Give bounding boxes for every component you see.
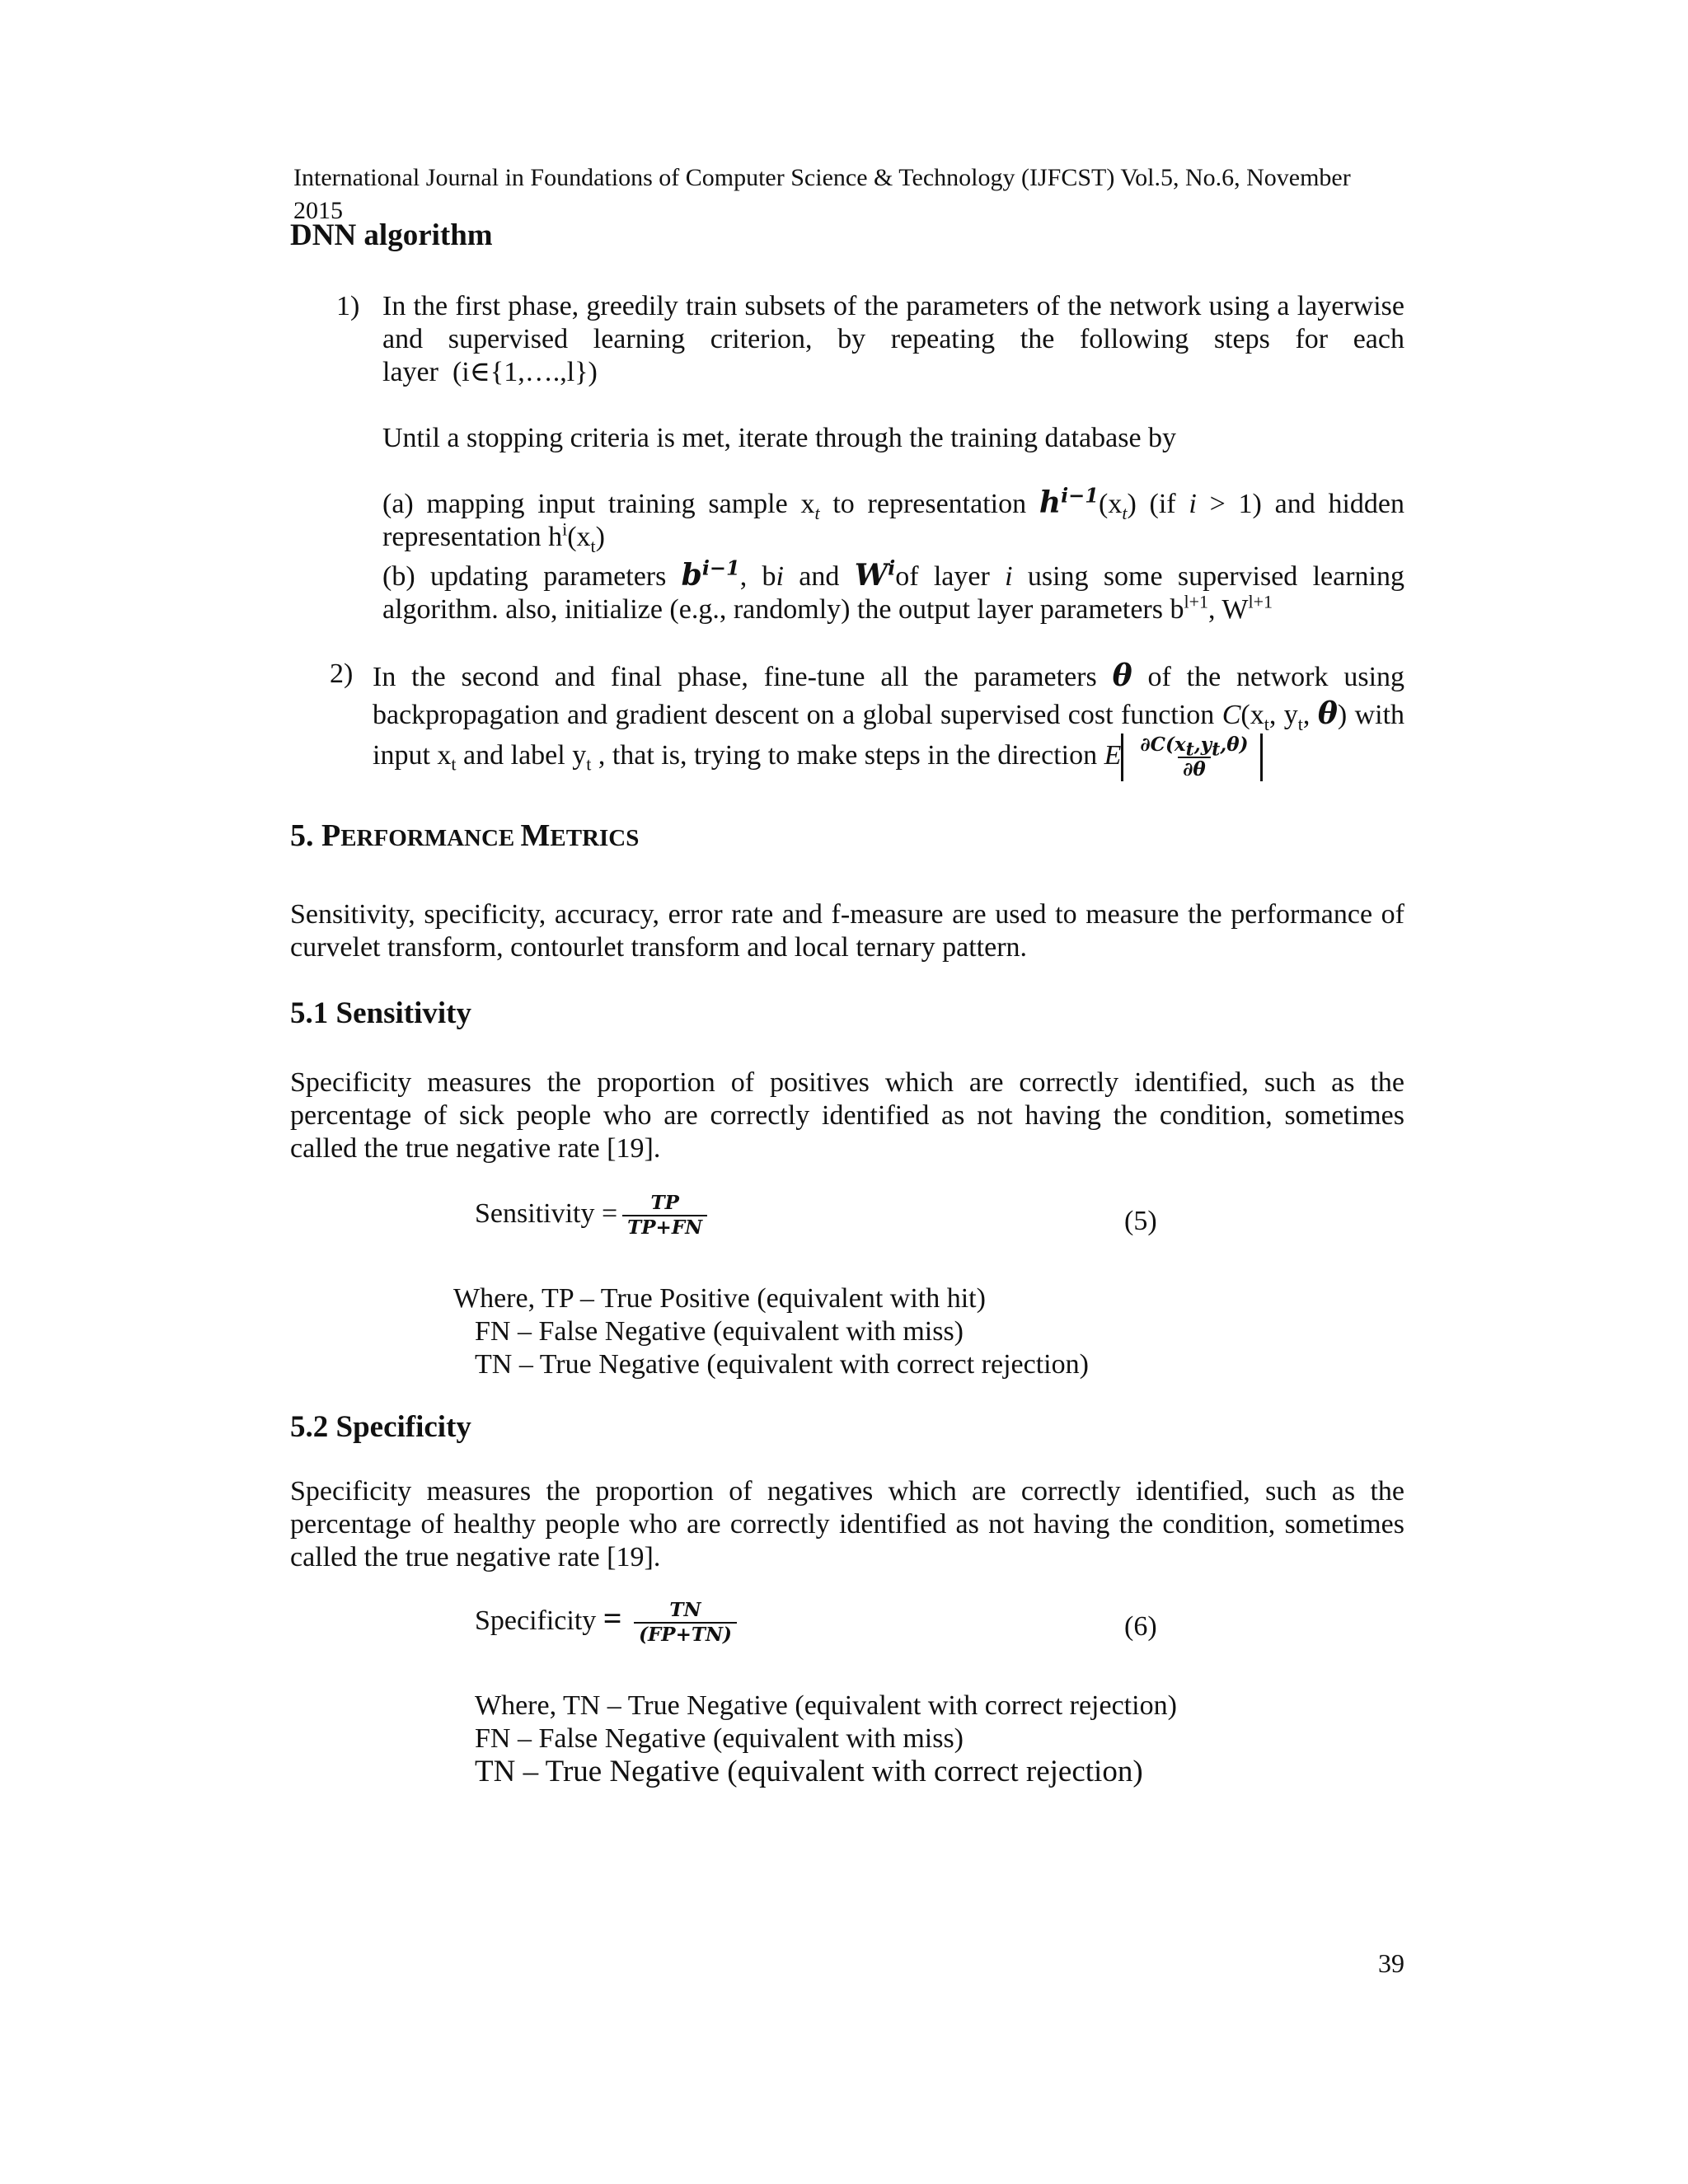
w-symbol: W <box>854 558 889 593</box>
section-5-intro: Sensitivity, specificity, accuracy, error rate and f-measure are used to measure the performance of curvelet transform, contourlet transform and local ternary pattern. <box>290 899 1404 963</box>
dnn-step-b: (b) updating parameters $b^{i-1}$, bi and $W^iof$ layer i using some supervised learning algorithm. also, initialize (e.g., randomly) the output layer parameters $b^{l+1}$, $W^{l+1}$ <box>382 555 1404 625</box>
section-5-2-heading: 5.2 Specificity <box>290 1410 471 1444</box>
section-5-heading: 5. PERFORMANCE METRICS <box>290 818 640 853</box>
dnn-item-1-text: In the first phase, greedily train subsets of the parameters of the network using a layerwise and supervised learning criterion, by repeating the following steps for each layer (i∈{1,….,l}) <box>382 291 1404 387</box>
equation-number-5: (5) <box>1124 1206 1157 1236</box>
sensitivity-where-1: Where, TP – True Positive (equivalent with hit) <box>453 1283 986 1314</box>
running-header: International Journal in Foundations of Computer Science & Technology (IJFCST) Vol.5, No.6, November 2015 <box>293 164 1351 224</box>
specificity-where-2: FN – False Negative (equivalent with miss) <box>475 1723 964 1754</box>
gradient-expectation: $\frac{\partial C(x_t,y_t,\theta)}{\partial\theta}$ <box>1121 733 1262 781</box>
specificity-where-1: Where, TN – True Negative (equivalent with correct rejection) <box>475 1690 1177 1721</box>
sensitivity-where-2: FN – False Negative (equivalent with miss) <box>475 1316 964 1347</box>
equation-number-6: (6) <box>1124 1611 1157 1642</box>
dnn-step-a: (a) mapping input training sample $x_t$ to representation $h^{i-1}(x_t)$ (if i > 1) and hidden representation $h^i(x_t)$ <box>382 483 1404 556</box>
sensitivity-equation: Sensitivity = $\frac{TP}{TP+FN}$ <box>475 1192 707 1240</box>
section-5-2-body: Specificity measures the proportion of negatives which are correctly identified, such as the percentage of healthy people who are correctly identified as not having the condition, sometimes called the true negative rate [19]. <box>290 1476 1404 1572</box>
dnn-heading: DNN algorithm <box>290 218 493 252</box>
dnn-item-2-number: 2) <box>330 658 354 689</box>
specificity-equation: Specificity = $\frac{TN}{(FP+TN)}$ <box>475 1599 737 1647</box>
sensitivity-where-3: TN – True Negative (equivalent with correct rejection) <box>475 1349 1089 1380</box>
h-symbol: h <box>1039 485 1062 520</box>
section-5-1-body: Specificity measures the proportion of positives which are correctly identified, such as the percentage of sick people who are correctly identified as not having the condition, sometimes called the true negative rate [19]. <box>290 1067 1404 1164</box>
section-5-1-heading: 5.1 Sensitivity <box>290 996 471 1030</box>
specificity-where-3: TN – True Negative (equivalent with correct rejection) <box>475 1755 1143 1788</box>
dnn-item-1-number: 1) <box>336 291 360 321</box>
page-number: 39 <box>1378 1948 1404 1978</box>
theta-symbol: θ <box>1112 658 1132 693</box>
dnn-until-text: Until a stopping criteria is met, iterate through the training database by <box>382 423 1177 453</box>
dnn-item-2-text: In the second and final phase, fine-tune all the parameters θ of the network using backpropagation and gradient descent on a global supervised cost function $C(x_t$, $y_t$, θ) with input $x_t$ and label $y_t$ , that is, trying to make steps in the direction E $\frac{\partial C(x_t,y_t,\theta)}{\partial\theta}$ <box>373 658 1405 780</box>
b-symbol: b <box>681 558 702 593</box>
